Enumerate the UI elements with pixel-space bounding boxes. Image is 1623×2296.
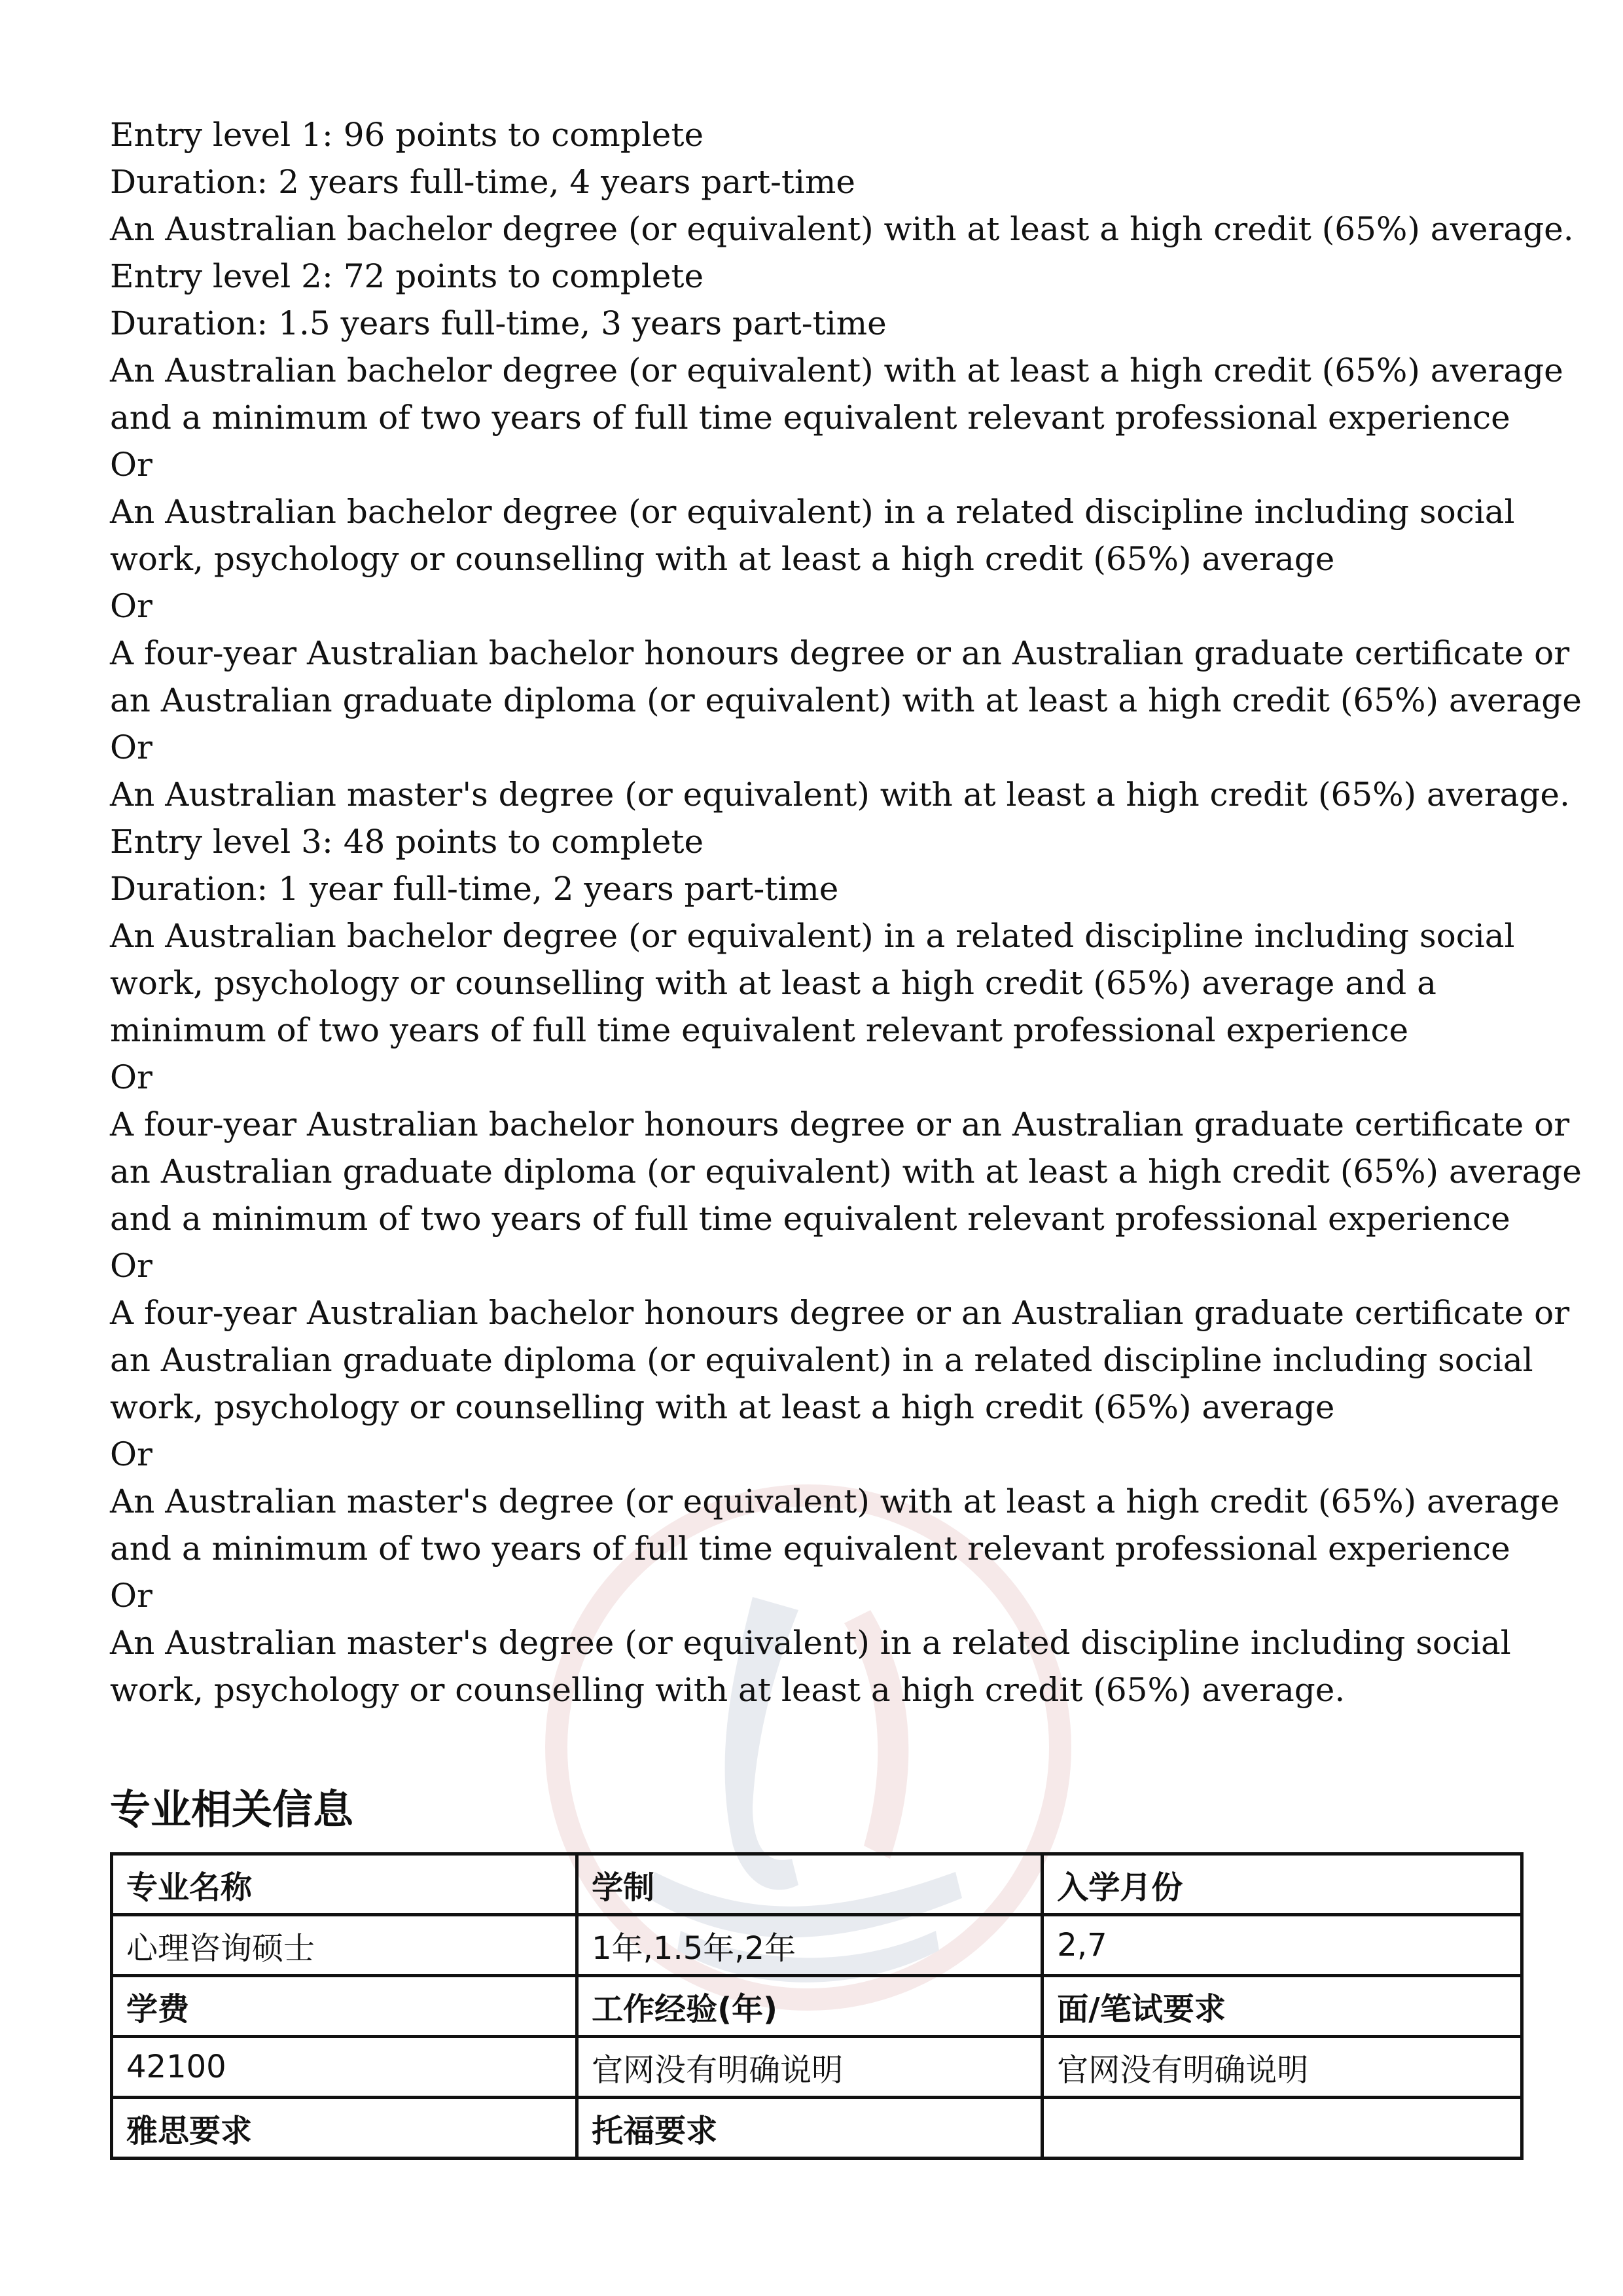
text-line: Or: [110, 446, 152, 484]
text-line: A four-year Australian bachelor honours degree or an Australian graduate certificate or: [110, 1294, 1570, 1332]
text-line: an Australian graduate diploma (or equivalent) with at least a high credit (65%) average: [110, 1153, 1582, 1191]
text-line: Duration: 1.5 years full-time, 3 years part-time: [110, 304, 887, 342]
text-line: minimum of two years of full time equivalent relevant professional experience: [110, 1011, 1409, 1049]
text-line: Or: [110, 1058, 152, 1096]
text-line: Duration: 1 year full-time, 2 years part-time: [110, 870, 839, 908]
table-row: [112, 2037, 1522, 2098]
text-line: and a minimum of two years of full time equivalent relevant professional experience: [110, 399, 1510, 437]
text-line: An Australian bachelor degree (or equivalent) with at least a high credit (65%) average: [110, 351, 1563, 389]
table-cell: 专业名称: [112, 1854, 577, 1915]
table-cell: 雅思要求: [112, 2098, 577, 2159]
table-cell: 托福要求: [577, 2098, 1043, 2159]
table-cell: 官网没有明确说明: [1043, 2037, 1522, 2098]
table-cell: 42100: [112, 2037, 577, 2098]
table-cell: 学制: [577, 1854, 1043, 1915]
table-cell: 1年,1.5年,2年: [577, 1915, 1043, 1976]
table-header-row: [112, 2098, 1522, 2159]
table-cell: 学费: [112, 1976, 577, 2037]
text-line: an Australian graduate diploma (or equivalent) with at least a high credit (65%) average: [110, 681, 1582, 719]
text-line: work, psychology or counselling with at least a high credit (65%) average: [110, 540, 1335, 578]
text-line: A four-year Australian bachelor honours degree or an Australian graduate certificate or: [110, 1105, 1570, 1143]
text-line: Or: [110, 728, 152, 766]
text-line: Or: [110, 1577, 152, 1615]
text-line: An Australian bachelor degree (or equivalent) in a related discipline including social: [110, 917, 1515, 955]
text-line: work, psychology or counselling with at least a high credit (65%) average and a: [110, 964, 1436, 1002]
table-cell: 官网没有明确说明: [577, 2037, 1043, 2098]
table-cell: 工作经验(年): [577, 1976, 1043, 2037]
table-header-row: [112, 1854, 1522, 1915]
table-cell: 面/笔试要求: [1043, 1976, 1522, 2037]
text-line: An Australian master's degree (or equivalent) with at least a high credit (65%) average.: [110, 776, 1570, 814]
text-line: An Australian bachelor degree (or equivalent) with at least a high credit (65%) average.: [110, 210, 1574, 248]
text-line: Or: [110, 1435, 152, 1473]
section-title: 专业相关信息: [110, 1785, 354, 1833]
text-line: work, psychology or counselling with at least a high credit (65%) average.: [110, 1671, 1346, 1709]
text-line: Entry level 1: 96 points to complete: [110, 116, 704, 154]
text-line: Entry level 3: 48 points to complete: [110, 823, 704, 861]
table-header-row: [112, 1976, 1522, 2037]
table-cell: 心理咨询硕士: [112, 1915, 577, 1976]
text-line: Or: [110, 587, 152, 625]
entry-requirements-text: [110, 111, 1582, 1713]
text-line: An Australian master's degree (or equivalent) with at least a high credit (65%) average: [110, 1482, 1560, 1520]
text-line: work, psychology or counselling with at least a high credit (65%) average: [110, 1388, 1335, 1426]
table-cell: [1043, 2098, 1522, 2159]
table-cell: 2,7: [1043, 1915, 1522, 1976]
text-line: An Australian master's degree (or equivalent) in a related discipline including social: [110, 1624, 1511, 1662]
text-line: and a minimum of two years of full time equivalent relevant professional experience: [110, 1200, 1510, 1238]
table-cell: 入学月份: [1043, 1854, 1522, 1915]
program-info-table: [110, 1852, 1524, 2160]
text-line: A four-year Australian bachelor honours degree or an Australian graduate certificate or: [110, 634, 1570, 672]
text-line: Or: [110, 1247, 152, 1285]
text-line: Duration: 2 years full-time, 4 years part-time: [110, 163, 855, 201]
text-line: an Australian graduate diploma (or equivalent) in a related discipline including social: [110, 1341, 1533, 1379]
text-line: Entry level 2: 72 points to complete: [110, 257, 704, 295]
table-row: [112, 1915, 1522, 1976]
text-line: An Australian bachelor degree (or equivalent) in a related discipline including social: [110, 493, 1515, 531]
text-line: and a minimum of two years of full time equivalent relevant professional experience: [110, 1530, 1510, 1568]
